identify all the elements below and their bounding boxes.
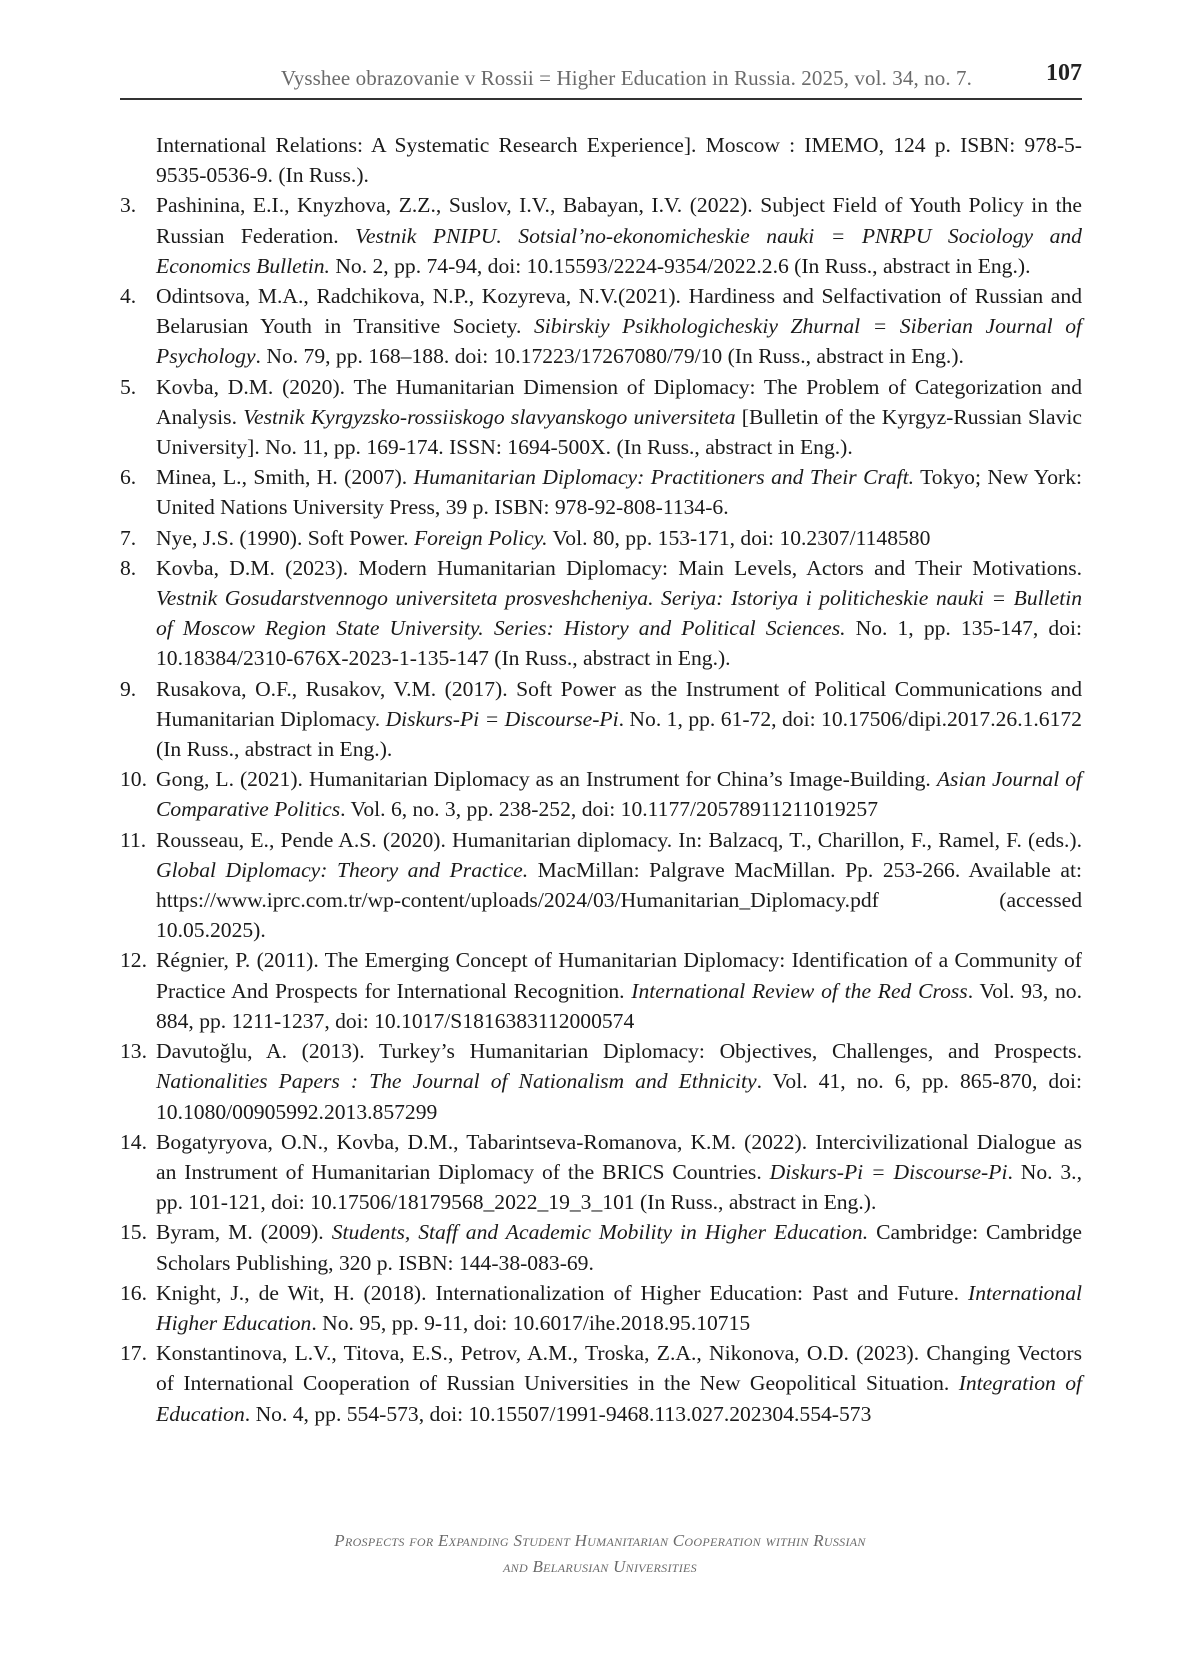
reference-text: . No. 79, pp. 168–188. doi: 10.17223/17267080/79/10 (In Russ., abstract in Eng.).	[255, 344, 964, 369]
reference-text: Gong, L. (2021). Humanitarian Diplomacy as an Instrument for China’s Image-Building.	[156, 767, 937, 792]
reference-text: Kovba, D.M. (2020). The Humanitarian Dimension of Diplomacy: The Problem of Categorization and Analysis.	[156, 374, 1082, 429]
reference-item	[120, 1127, 1082, 1218]
reference-item	[120, 281, 1082, 372]
reference-item	[120, 372, 1082, 463]
reference-number: 14.	[120, 1129, 147, 1154]
reference-text: International Relations: A Systematic Research Experience]. Moscow : IMEMO, 124 p. ISBN: 978-5-9535-0536-9. (In Russ.).	[156, 133, 1082, 188]
reference-text: Konstantinova, L.V., Titova, E.S., Petrov, A.M., Troska, Z.A., Nikonova, O.D. (2023). Changing Vectors of International Cooperation of Russian Universities in the New Geopolitical Situation.	[156, 1341, 1082, 1396]
reference-text: . Vol. 41, no. 6, pp. 865-870, doi: 10.1080/00905992.2013.857299	[156, 1069, 1082, 1124]
reference-text: MacMillan: Palgrave MacMillan. Pp. 253-266. Available at: https://www.iprc.com.tr/wp-content/uploads/2024/03/Humanitarian_Diplomacy.pdf (accessed 10.05.2025).	[156, 857, 1083, 943]
reference-text: Vol. 80, pp. 153-171, doi: 10.2307/1148580	[547, 525, 931, 550]
reference-item	[120, 1278, 1082, 1338]
reference-text: Régnier, P. (2011). The Emerging Concept of Humanitarian Diplomacy: Identification of a Community of Practice And Prospects for International Recognition.	[156, 948, 1082, 1003]
reference-source-italic: Vestnik Gosudarstvennogo universiteta prosveshcheniya. Seriya: Istoriya i politicheskie nauki = Bulletin of Moscow Region State University. Series: History and Political Sciences.	[156, 586, 1082, 641]
running-header	[120, 58, 1082, 100]
reference-source-italic: Vestnik Kyrgyzsko-rossiiskogo slavyanskogo universiteta	[243, 404, 736, 429]
reference-number: 3.	[120, 193, 137, 218]
running-footer	[0, 1528, 1200, 1580]
reference-source-italic: Integration of Education	[156, 1371, 1082, 1426]
journal-title: Vysshee obrazovanie v Rossii = Higher Education in Russia. 2025, vol. 34, no. 7.	[280, 66, 972, 90]
reference-number: 15.	[120, 1220, 147, 1245]
reference-number: 12.	[120, 948, 147, 973]
reference-source-italic: Humanitarian Diplomacy: Practitioners and Their Craft.	[413, 465, 915, 490]
reference-text: Davutoğlu, A. (2013). Turkey’s Humanitarian Diplomacy: Objectives, Challenges, and Prospects.	[156, 1039, 1082, 1064]
reference-number: 10.	[120, 767, 147, 792]
reference-text: Cambridge: Cambridge Scholars Publishing, 320 p. ISBN: 144-38-083-69.	[156, 1220, 1082, 1275]
footer-line-2: and Belarusian Universities	[503, 1557, 697, 1576]
reference-source-italic: Diskurs-Pi = Discourse-Pi	[385, 706, 619, 731]
reference-item	[120, 523, 1082, 553]
reference-item	[120, 130, 1082, 190]
reference-text: . Vol. 93, no. 884, pp. 1211-1237, doi: 10.1017/S1816383112000574	[156, 978, 1082, 1033]
reference-source-italic: Diskurs-Pi = Discourse-Pi	[769, 1159, 1008, 1184]
reference-text: [Bulletin of the Kyrgyz-Russian Slavic University]. No. 11, pp. 169-174. ISSN: 1694-500X. (In Russ., abstract in Eng.).	[156, 404, 1082, 460]
reference-item	[120, 1338, 1082, 1429]
reference-item	[120, 764, 1082, 824]
page-number: 107	[1046, 60, 1082, 86]
reference-text: Knight, J., de Wit, H. (2018). Internationalization of Higher Education: Past and Future.	[156, 1280, 969, 1305]
reference-source-italic: International Higher Education	[156, 1280, 1082, 1335]
reference-list	[120, 130, 1082, 1429]
reference-number: 13.	[120, 1039, 147, 1064]
reference-text: Nye, J.S. (1990). Soft Power.	[156, 525, 414, 550]
reference-number: 17.	[120, 1341, 147, 1366]
reference-source-italic: Sibirskiy Psikhologicheskiy Zhurnal = Siberian Journal of Psychology	[156, 314, 1082, 369]
reference-number: 7.	[120, 525, 137, 550]
reference-text: Rousseau, E., Pende A.S. (2020). Humanitarian diplomacy. In: Balzacq, T., Charillon, F., Ramel, F. (eds.).	[156, 827, 1082, 852]
reference-number: 6.	[120, 465, 137, 490]
reference-item	[120, 462, 1082, 522]
reference-source-italic: Foreign Policy.	[413, 525, 548, 550]
reference-number: 5.	[120, 374, 137, 399]
reference-text: Rusakova, O.F., Rusakov, V.M. (2017). Soft Power as the Instrument of Political Communications and Humanitarian Diplomacy.	[156, 676, 1082, 731]
reference-text: Kovba, D.M. (2023). Modern Humanitarian Diplomacy: Main Levels, Actors and Their Motivations.	[156, 555, 1082, 580]
reference-item	[120, 945, 1082, 1036]
reference-text: . Vol. 6, no. 3, pp. 238-252, doi: 10.1177/20578911211019257	[340, 797, 879, 822]
reference-text: Byram, M. (2009).	[156, 1220, 332, 1245]
reference-item	[120, 190, 1082, 281]
reference-text: Pashinina, E.I., Knyzhova, Z.Z., Suslov, I.V., Babayan, I.V. (2022). Subject Field of Youth Policy in the Russian Federation.	[156, 193, 1082, 248]
reference-source-italic: Vestnik PNIPU. Sotsial’no-ekonomicheskie nauki = PNRPU Sociology and Economics Bulletin.	[156, 223, 1082, 278]
footer-line-1: Prospects for Expanding Student Humanitarian Cooperation within Russian	[334, 1531, 866, 1550]
reference-text: . No. 3., pp. 101-121, doi: 10.17506/18179568_2022_19_3_101 (In Russ., abstract in Eng.).	[156, 1159, 1082, 1215]
reference-number: 4.	[120, 284, 137, 309]
reference-text: . No. 4, pp. 554-573, doi: 10.15507/1991-9468.113.027.202304.554-573	[244, 1401, 872, 1426]
reference-item	[120, 825, 1082, 946]
reference-number: 9.	[120, 676, 137, 701]
reference-number: 11.	[120, 827, 147, 852]
reference-text: . No. 95, pp. 9-11, doi: 10.6017/ihe.2018.95.10715	[311, 1310, 751, 1335]
reference-item	[120, 1036, 1082, 1127]
reference-text: Bogatyryova, O.N., Kovba, D.M., Tabarintseva-Romanova, K.M. (2022). Intercivilizational Dialogue as an Instrument of Humanitarian Diplomacy of the BRICS Countries.	[156, 1129, 1082, 1184]
reference-source-italic: Global Diplomacy: Theory and Practice.	[156, 857, 529, 882]
reference-text: . No. 1, pp. 61-72, doi: 10.17506/dipi.2017.26.1.6172 (In Russ., abstract in Eng.).	[156, 706, 1082, 762]
reference-source-italic: Students, Staff and Academic Mobility in Higher Education.	[331, 1220, 869, 1245]
reference-source-italic: Asian Journal of Comparative Politics	[156, 767, 1082, 822]
reference-source-italic: Nationalities Papers : The Journal of Nationalism and Ethnicity	[156, 1069, 757, 1094]
reference-text: Minea, L., Smith, H. (2007).	[156, 465, 414, 490]
reference-number: 16.	[120, 1280, 147, 1305]
reference-item	[120, 674, 1082, 765]
reference-item	[120, 1217, 1082, 1277]
reference-text: Odintsova, M.A., Radchikova, N.P., Kozyreva, N.V.(2021). Hardiness and Selfactivation of Russian and Belarusian Youth in Transitive Society.	[156, 284, 1082, 339]
reference-number: 8.	[120, 555, 137, 580]
reference-source-italic: International Review of the Red Cross	[631, 978, 968, 1003]
reference-text: No. 2, pp. 74-94, doi: 10.15593/2224-9354/2022.2.6 (In Russ., abstract in Eng.).	[329, 253, 1031, 278]
reference-text: Tokyo; New York: United Nations University Press, 39 p. ISBN: 978-92-808-1134-6.	[156, 465, 1082, 520]
reference-text: No. 1, pp. 135-147, doi: 10.18384/2310-676X-2023-1-135-147 (In Russ., abstract in Eng.).	[156, 616, 1082, 671]
reference-item	[120, 553, 1082, 674]
